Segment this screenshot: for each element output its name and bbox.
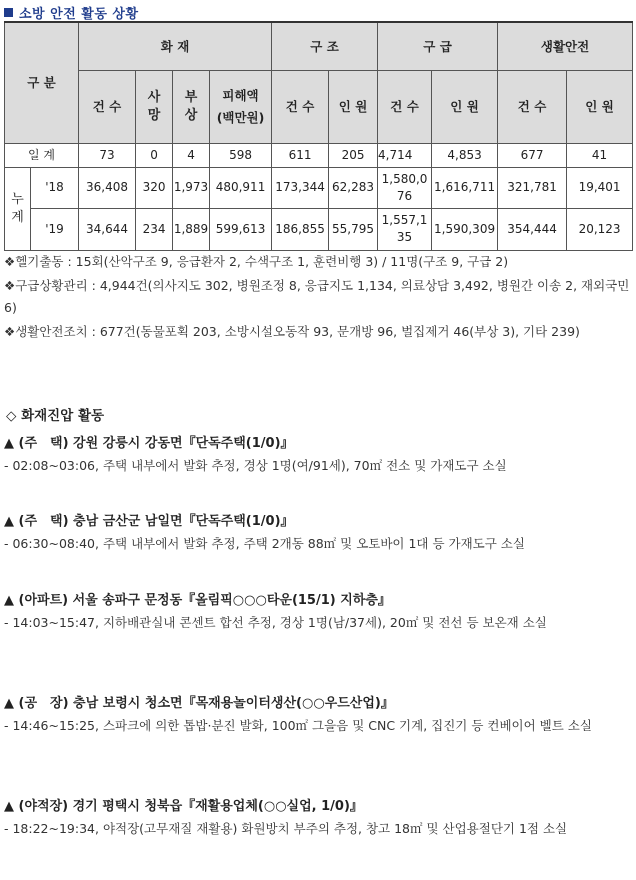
incident-title: ▲ (아파트) 서울 송파구 문정동『올림픽○○○타운(15/1) 지하층』 (4, 593, 391, 608)
table-row (5, 167, 633, 208)
table-cell: 41 (567, 143, 633, 167)
square-bullet-icon (4, 8, 13, 17)
rescue-count-header: 건 수 (272, 70, 329, 143)
list-item (4, 694, 630, 797)
life-safety-note: ❖생활안전조치 : 677건(동물포획 203, 소방시설오동작 93, 문개방 96, 벌집제거 46(부상 3), 기타 239) (4, 323, 580, 339)
table-cell: 1,616,711 (432, 167, 498, 208)
incident-list (4, 434, 630, 840)
incident-title: ▲ (주 택) 충남 금산군 남일면『단독주택(1/0)』 (4, 514, 294, 529)
fire-group-header: 화 재 (79, 22, 272, 70)
rescue-group-header: 구 조 (272, 22, 378, 70)
table-cell: 20,123 (567, 208, 633, 250)
list-item (4, 512, 630, 591)
table-cell: 4,853 (432, 143, 498, 167)
incident-description: - 14:46~15:25, 스파크에 의한 톱밥·분진 발화, 100㎡ 그을음 및 CNC 기계, 집진기 등 컨베이어 벨트 소실 (4, 718, 592, 733)
ems-group-header: 구 급 (378, 22, 498, 70)
ems-count-header: 건 수 (378, 70, 432, 143)
table-cell: 320 (136, 167, 173, 208)
table-cell: 62,283 (329, 167, 378, 208)
table-cell: 598 (210, 143, 272, 167)
fire-count-header: 건 수 (79, 70, 136, 143)
table-row (5, 143, 633, 167)
table-cell: 186,855 (272, 208, 329, 250)
incident-description: - 06:30~08:40, 주택 내부에서 발화 추정, 주택 2개동 88㎡ 및 오토바이 1대 등 가재도구 소실 (4, 536, 525, 551)
statistics-table (4, 21, 633, 251)
incident-description: - 14:03~15:47, 지하배관실내 콘센트 합선 추정, 경상 1명(남/37세), 20㎡ 및 전선 등 보온재 소실 (4, 615, 547, 630)
table-cell: 354,444 (498, 208, 567, 250)
table-cell: 677 (498, 143, 567, 167)
fire-injury-header: 부상 (173, 70, 210, 143)
table-row (5, 208, 633, 250)
table-cell: 34,644 (79, 208, 136, 250)
helicopter-note: ❖헬기출동 : 15회(산악구조 9, 응급환자 2, 수색구조 1, 훈련비행 3) / 11명(구조 9, 구급 2) (4, 254, 509, 269)
table-cell: 599,613 (210, 208, 272, 250)
life-safety-group-header: 생활안전 (498, 22, 633, 70)
table-cell: 4 (173, 143, 210, 167)
cumulative-label: 누계 (5, 167, 31, 250)
table-cell: 173,344 (272, 167, 329, 208)
table-cell: 55,795 (329, 208, 378, 250)
list-item (4, 591, 630, 694)
table-cell: 234 (136, 208, 173, 250)
incident-title: ▲ (주 택) 강원 강릉시 강동면『단독주택(1/0)』 (4, 436, 294, 451)
table-cell: 4,714 (378, 143, 432, 167)
category-header: 구 분 (5, 22, 79, 143)
table-cell: 611 (272, 143, 329, 167)
fire-damage-header: 피해액(백만원) (210, 70, 272, 143)
table-cell: 73 (79, 143, 136, 167)
year-label: '19 (31, 208, 79, 250)
table-cell: 205 (329, 143, 378, 167)
daily-label: 일 계 (5, 143, 79, 167)
rescue-people-header: 인 원 (329, 70, 378, 143)
table-cell: 480,911 (210, 167, 272, 208)
incident-title: ▲ (야적장) 경기 평택시 청북읍『재활용업체(○○실업, 1/0)』 (4, 799, 363, 814)
table-cell: 1,557,135 (378, 208, 432, 250)
table-cell: 19,401 (567, 167, 633, 208)
list-item (4, 434, 630, 512)
life-count-header: 건 수 (498, 70, 567, 143)
table-cell: 36,408 (79, 167, 136, 208)
year-label: '18 (31, 167, 79, 208)
ems-people-header: 인 원 (432, 70, 498, 143)
table-cell: 1,889 (173, 208, 210, 250)
table-cell: 321,781 (498, 167, 567, 208)
life-people-header: 인 원 (567, 70, 633, 143)
incident-title: ▲ (공 장) 충남 보령시 청소면『목재용놀이터생산(○○우드산업)』 (4, 696, 394, 711)
table-cell: 1,580,076 (378, 167, 432, 208)
list-item (4, 797, 630, 840)
table-cell: 0 (136, 143, 173, 167)
page-title: 소방 안전 활동 상황 (19, 6, 139, 22)
section-title (4, 2, 139, 22)
activity-notes (4, 251, 630, 344)
table-cell: 1,973 (173, 167, 210, 208)
fire-suppression-heading: ◇ 화재진압 활동 (6, 408, 105, 424)
fire-death-header: 사망 (136, 70, 173, 143)
incident-description: - 02:08~03:06, 주택 내부에서 발화 추정, 경상 1명(여/91세), 70㎡ 전소 및 가재도구 소실 (4, 458, 507, 473)
table-cell: 1,590,309 (432, 208, 498, 250)
ems-management-note: ❖구급상황관리 : 4,944건(의사지도 302, 병원조정 8, 응급지도 1,134, 의료상담 3,492, 병원간 이송 2, 재외국민 6) (4, 277, 630, 315)
incident-description: - 18:22~19:34, 야적장(고무재질 재활용) 화원방치 부주의 추정, 창고 18㎡ 및 산업용절단기 1점 소실 (4, 821, 568, 836)
